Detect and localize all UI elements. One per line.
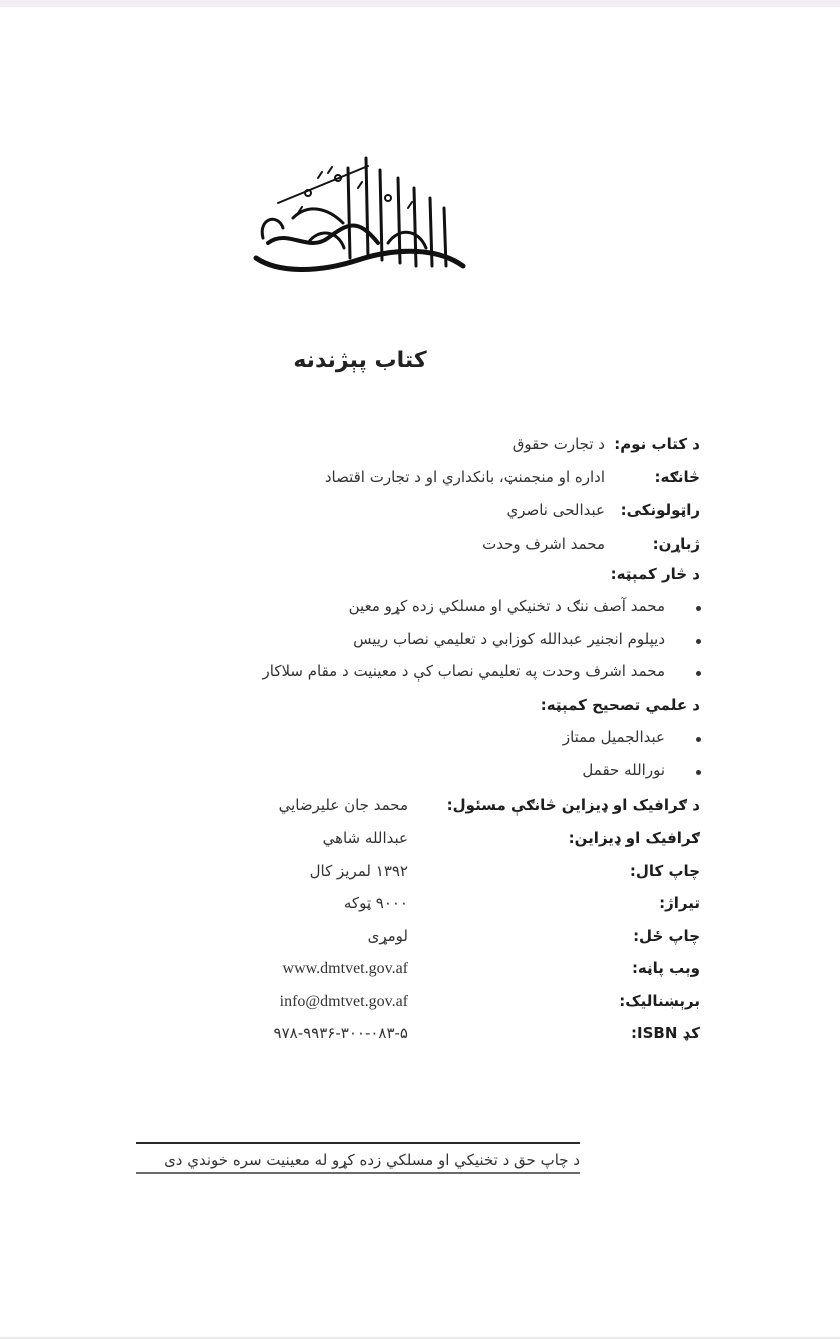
bullet-icon xyxy=(696,671,701,676)
field-row xyxy=(325,466,700,488)
list-item xyxy=(582,761,665,779)
compiler-row xyxy=(506,499,700,521)
bullet-icon xyxy=(696,770,701,775)
book-name-label: د کتاب نوم: xyxy=(614,435,700,453)
website-label: وېب پاڼه: xyxy=(631,959,700,977)
graphics-design-value: عبدالله شاهي xyxy=(322,829,408,847)
book-name-value: د تجارت حقوق xyxy=(512,435,605,453)
print-edition-value: لومړی xyxy=(367,927,408,945)
top-strip xyxy=(0,0,840,7)
circulation-row xyxy=(344,892,700,914)
committee-member: نورالله حقمل xyxy=(582,761,665,779)
book-name-row xyxy=(513,433,700,455)
website-row xyxy=(283,957,700,979)
list-item xyxy=(349,597,665,615)
translator-value: محمد اشرف وحدت xyxy=(482,535,605,553)
print-year-label: چاپ کال: xyxy=(629,862,700,880)
copyright-notice: د چاپ حق د تخنیکي او مسلکي زده کړو له معینیت سره خوندي دی xyxy=(136,1142,580,1174)
print-year-row xyxy=(310,860,700,882)
compiler-value: عبدالحی ناصري xyxy=(506,501,605,519)
list-item xyxy=(353,630,665,648)
website-link[interactable]: www.dmtvet.gov.af xyxy=(282,960,408,977)
isbn-label: کډ ISBN: xyxy=(631,1024,700,1042)
field-label: څانګه: xyxy=(654,468,700,486)
email-label: برېښنالیک: xyxy=(619,992,700,1010)
graphics-design-row xyxy=(323,827,700,849)
committee-member: عبدالجمیل ممتاز xyxy=(562,728,665,746)
circulation-value: ۹۰۰۰ ټوکه xyxy=(343,894,408,912)
print-edition-label: چاپ ځل: xyxy=(633,927,700,945)
list-item xyxy=(263,662,666,680)
graphics-design-label: ګرافیک او ډیزاین: xyxy=(568,829,700,847)
committee-member: محمد اشرف وحدت په تعلیمي نصاب کې د معینیت د مقام سلاکار xyxy=(262,662,665,680)
field-value: اداره او منجمنټ، بانکداري او د تجارت اقتصاد xyxy=(324,468,605,486)
translator-label: ژباړن: xyxy=(652,535,700,553)
bullet-icon xyxy=(696,606,701,611)
bismillah-calligraphy xyxy=(248,148,470,278)
committee-member: دیپلوم انجنیر عبدالله کوزابي د تعلیمي نصاب رییس xyxy=(353,630,665,648)
list-item xyxy=(563,728,665,746)
supervision-committee-heading: د څار کمېټه: xyxy=(610,565,700,583)
translator-row xyxy=(482,533,700,555)
graphics-head-label: د ګرافیک او ډیزاین څانګې مسئول: xyxy=(446,796,700,814)
isbn-value: ۹۷۸-۹۹۳۶-۳۰۰-۰۸۳-۵ xyxy=(273,1024,408,1042)
print-year-value: ۱۳۹۲ لمریز کال xyxy=(309,862,408,880)
bullet-icon xyxy=(696,639,701,644)
isbn-row xyxy=(274,1022,700,1044)
committee-member: محمد آصف ننګ د تخنیکي او مسلکي زده کړو معین xyxy=(348,597,665,615)
scientific-committee-heading: د علمي تصحیح کمېټه: xyxy=(540,696,700,714)
compiler-label: راټولونکی: xyxy=(620,501,700,519)
email-row xyxy=(280,990,700,1012)
page-title: کتاب پېژندنه xyxy=(293,348,427,373)
print-edition-row xyxy=(368,925,700,947)
circulation-label: تیراژ: xyxy=(659,894,700,912)
bullet-icon xyxy=(696,737,701,742)
graphics-head-row xyxy=(279,794,700,816)
graphics-head-value: محمد جان علیرضایي xyxy=(278,796,408,814)
email-link[interactable]: info@dmtvet.gov.af xyxy=(279,993,408,1010)
